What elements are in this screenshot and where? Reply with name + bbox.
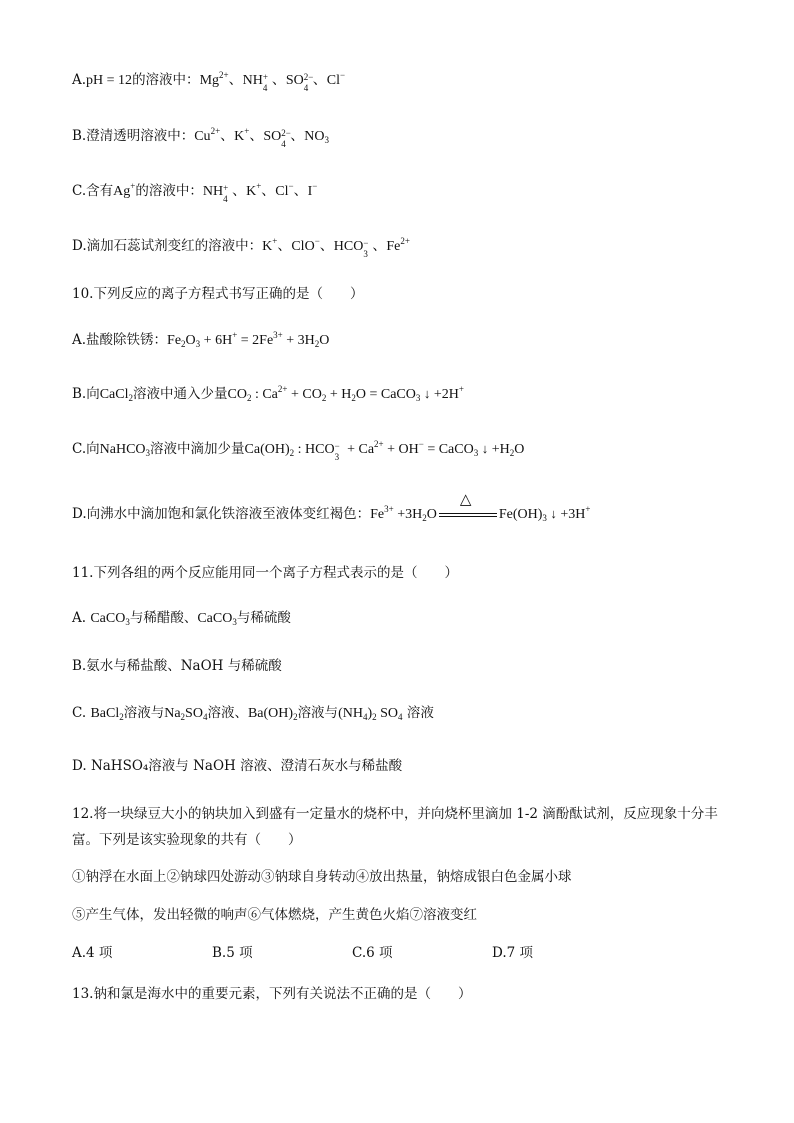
q11-option-b: B.氨水与稀盐酸、NaOH 与稀硫酸 bbox=[72, 658, 282, 674]
q12-observations-1: ①钠浮在水面上②钠球四处游动③钠球自身转动④放出热量，钠熔成银白色金属小球 bbox=[72, 869, 572, 885]
q10-stem: 10.下列反应的离子方程式书写正确的是（ ） bbox=[72, 286, 364, 302]
q11-option-a: A. CaCO$_3$与稀醋酸、CaCO$_3$与稀硫酸 bbox=[72, 610, 291, 627]
q12-stem: 12.将一块绿豆大小的钠块加入到盛有一定量水的烧杯中，并向烧杯里滴加 1-2 滴酚酞试剂，反应现象十分丰富。下列是该实验现象的共有（ ） bbox=[72, 806, 718, 848]
q9-option-d: D.滴加石蕊试剂变红的溶液中：K+、ClO−、HCO − 3 、$Fe^{2+}$ bbox=[72, 236, 410, 259]
q10-option-b: B.向CaCl$_2$溶液中通入少量$CO_2$ : $Ca^{2+} + CO_2 + H_2O$ = CaCO$_3$ ↓ +2H+ bbox=[72, 384, 464, 403]
q10-option-c: C.向NaHCO$_3$溶液中滴加少量$Ca(OH)_2$ : HCO − 3 + $Ca^{2+} + OH^-$ = CaCO$_3$ ↓ $+H_2O$ bbox=[72, 439, 525, 462]
q11-option-c: C. BaCl$_2$溶液与$Na_2SO_4$溶液、$Ba(OH)_2$溶液与$(NH_4)_2$ $SO_4$ 溶液 bbox=[72, 705, 434, 722]
q9-option-c: C.含有Ag+的溶液中：NH + 4 、K+、Cl−、I− bbox=[72, 181, 318, 204]
q10-option-a: A.盐酸除铁锈：$Fe_2O_3 + 6H^+ = 2Fe^{3+} + 3H_2O$ bbox=[72, 330, 330, 349]
q12-option-b: B.5 项 bbox=[212, 945, 253, 961]
q12-answer-options bbox=[72, 942, 692, 964]
q9-option-a: A.pH = 12的溶液中：$Mg^{2+}$、NH + 4 、SO 2− 4 、Cl− bbox=[72, 70, 346, 93]
q12-observations-2: ⑤产生气体，发出轻微的响声⑥气体燃烧，产生黄色火焰⑦溶液变红 bbox=[72, 907, 477, 923]
q11-option-d: D. NaHSO₄溶液与 NaOH 溶液、澄清石灰水与稀盐酸 bbox=[72, 758, 403, 774]
q12-option-d: D.7 项 bbox=[492, 945, 534, 961]
heating-condition: △ bbox=[439, 508, 497, 522]
q13-stem: 13.钠和氯是海水中的重要元素，下列有关说法不正确的是（ ） bbox=[72, 986, 472, 1002]
q10-option-d: D.向沸水中滴加饱和氯化铁溶液至液体变红褐色：$Fe^{3+} +3H_2O$ △ $Fe(OH)_3$ ↓ +3H+ bbox=[72, 491, 591, 523]
q12-option-a: A.4 项 bbox=[72, 945, 113, 961]
q11-stem: 11.下列各组的两个反应能用同一个离子方程式表示的是（ ） bbox=[72, 565, 458, 581]
q9-option-b: B.澄清透明溶液中：$Cu^{2+}$、K+、SO 2− 4 、$NO_3$ bbox=[72, 126, 329, 149]
q12-option-c: C.6 项 bbox=[352, 945, 393, 961]
